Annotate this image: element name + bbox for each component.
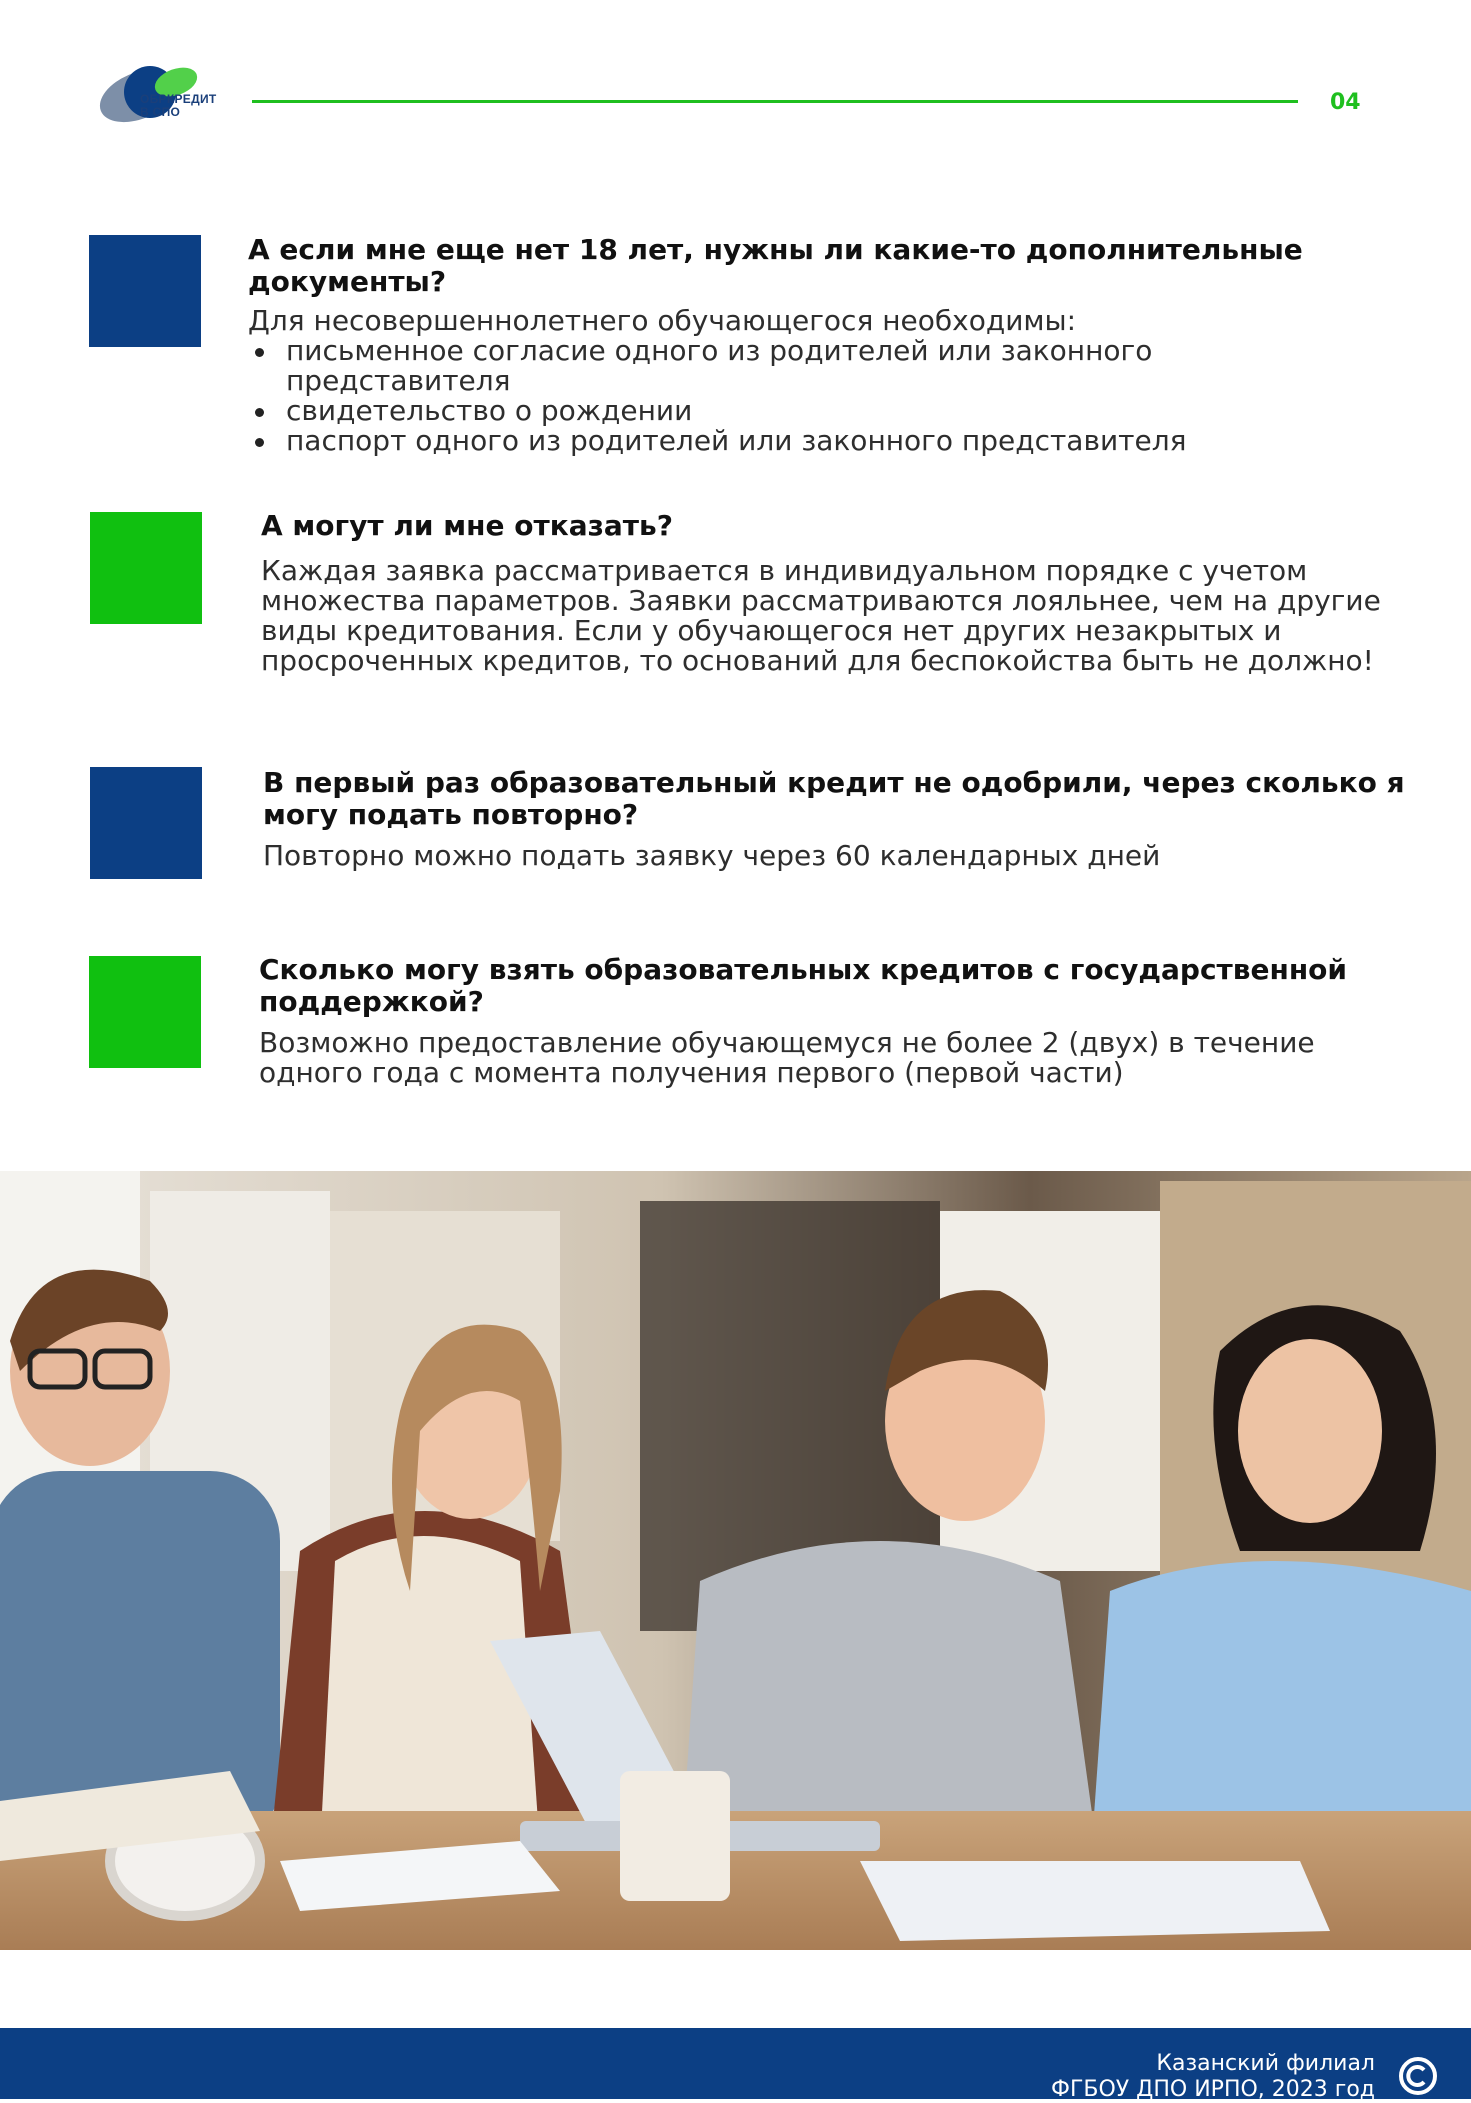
list-item: паспорт одного из родителей или законного представителя [248,426,1368,456]
blue-square-marker [89,235,201,347]
copyright-icon [1398,2056,1438,2096]
question-title: А если мне еще нет 18 лет, нужны ли какие-то дополнительные документы? [248,233,1303,298]
blue-square-marker [90,767,202,879]
bullet-list [248,336,1368,456]
page-number: 04 [1330,90,1361,115]
answer-text: Повторно можно подать заявку через 60 календарных дней [263,839,1161,872]
footer-text: Казанский филиал ФГБОУ ДПО ИРПО, 2023 год [1051,2051,1375,2102]
question-title: Сколько могу взять образовательных кредитов с государственной поддержкой? [259,953,1348,1018]
qa-block-2 [261,510,1421,676]
qa-block-1 [248,234,1368,456]
list-item: свидетельство о рождении [248,396,1368,426]
answer-intro: Для несовершеннолетнего обучающегося необходимы: [248,304,1077,337]
qa-block-4 [259,954,1419,1088]
green-square-marker [90,512,202,624]
question-title: В первый раз образовательный кредит не одобрили, через сколько я могу подать повторно? [263,766,1405,831]
header-divider [252,100,1298,103]
list-item: письменное согласие одного из родителей или законного представителя [248,336,1368,396]
green-square-marker [89,956,201,1068]
question-title: А могут ли мне отказать? [261,509,673,542]
qa-block-3 [263,767,1423,871]
answer-text: Возможно предоставление обучающемуся не более 2 (двух) в течение одного года с момента получения первого (первой части) [259,1026,1315,1089]
answer-text: Каждая заявка рассматривается в индивидуальном порядке с учетом множества параметров. Заявки рассматриваются лояльнее, чем на другие виды кредитования. Если у обучающегося нет других незакрытых и просроченных кредитов, то оснований для беспокойства быть не должно! [261,554,1381,677]
students-photo [0,1171,1471,1950]
logo-text: ОБРКРЕДИТ В СПО [140,92,217,119]
